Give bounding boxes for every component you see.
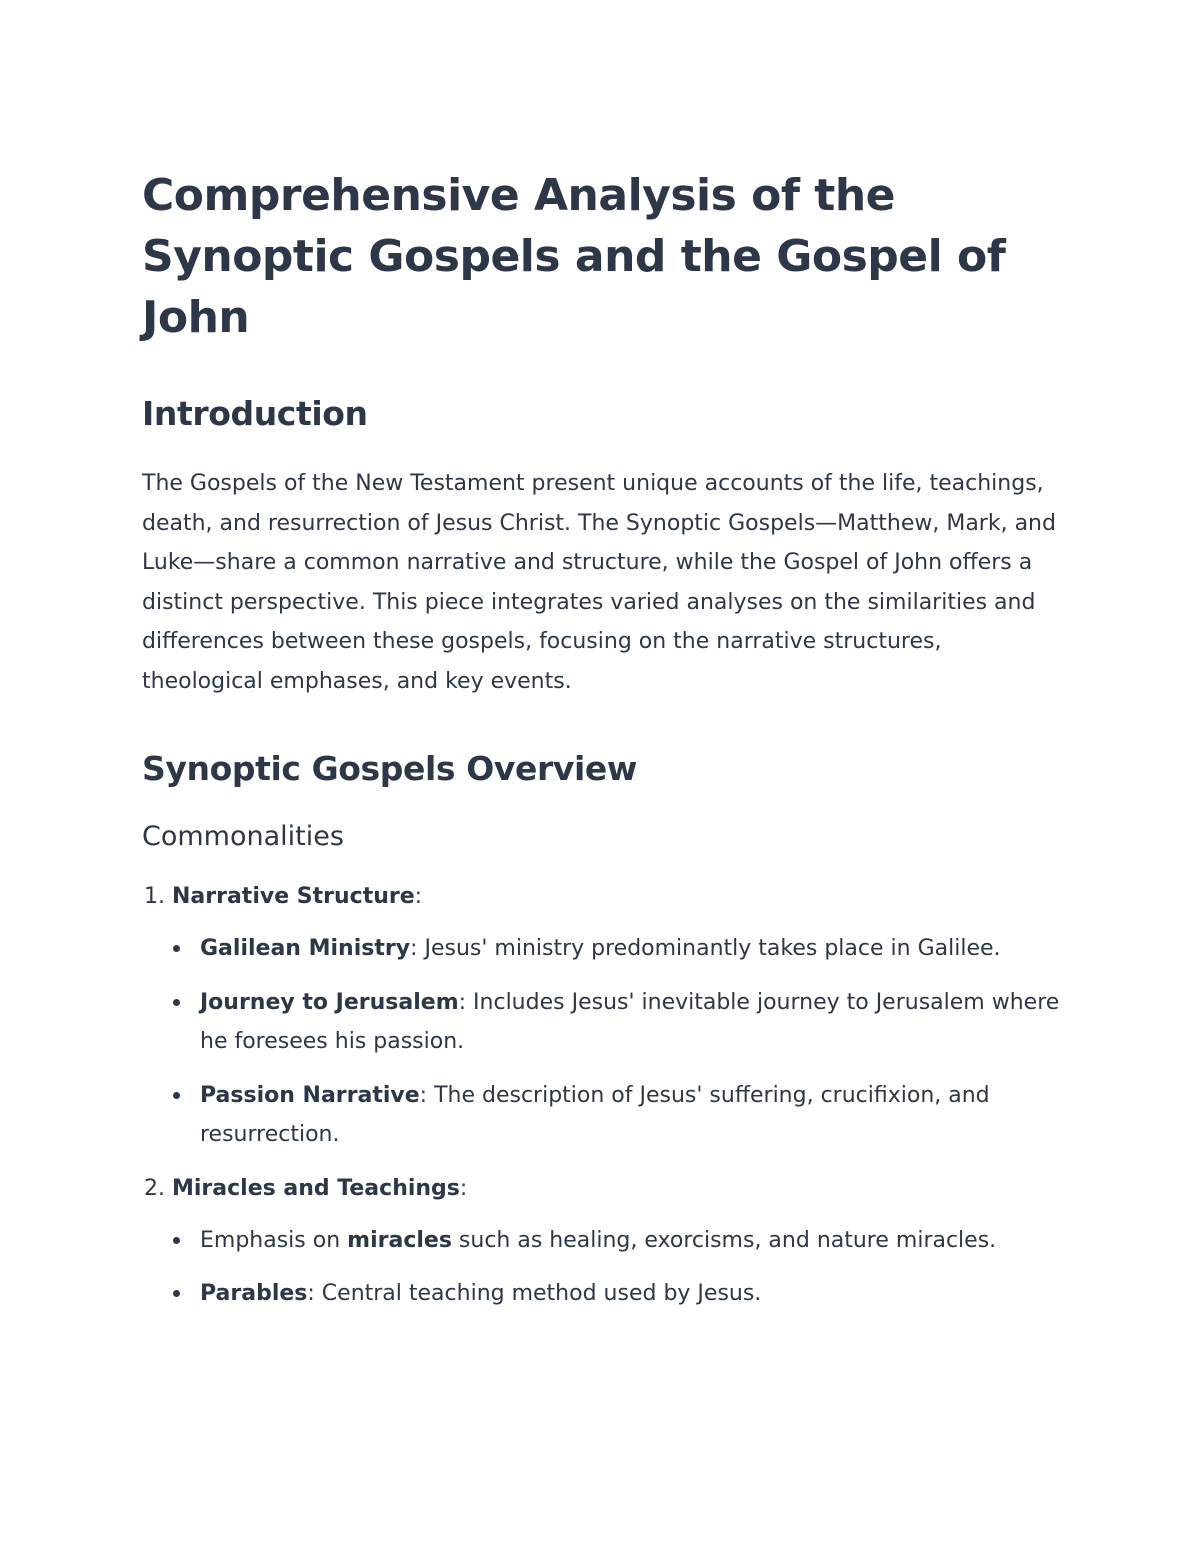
item-label: Miracles and Teachings: [172, 1175, 460, 1201]
document-title: [142, 165, 1062, 348]
bullet-term: Galilean Ministry: [200, 936, 411, 961]
bullet-text: such as healing, exorcisms, and nature miracles.: [451, 1227, 997, 1253]
bullet-text: : Includes Jesus' inevitable journey to Jerusalem where he foresees his passion.: [200, 989, 1060, 1054]
bullet-galilean-ministry: [142, 929, 1062, 969]
bullet-text: : Jesus' ministry predominantly takes place in Galilee.: [410, 936, 1001, 961]
commonalities-subheading: Commonalities: [142, 821, 344, 852]
item-suffix: :: [459, 1175, 468, 1201]
bullet-text: : The description of Jesus' suffering, crucifixion, and resurrection.: [200, 1082, 990, 1147]
item-suffix: :: [414, 884, 423, 909]
document-page: [142, 165, 1062, 1314]
item-label: Narrative Structure: [172, 884, 415, 909]
numbered-item-miracles-and-teachings: [142, 1169, 1062, 1208]
bullet-term: Passion Narrative: [200, 1082, 420, 1108]
title-line-1: Comprehensive Analysis of the: [142, 170, 896, 221]
bullet-passion-narrative: [142, 1076, 1062, 1155]
bullet-dot-icon: [173, 1290, 180, 1297]
introduction-heading: Introduction: [142, 394, 368, 433]
synoptic-overview-heading: Synoptic Gospels Overview: [142, 749, 637, 788]
bullet-dot-icon: [173, 999, 180, 1006]
bullet-text: : Central teaching method used by Jesus.: [307, 1281, 762, 1306]
item-number: 1.: [144, 884, 165, 909]
bullet-term: Journey to Jerusalem: [200, 989, 459, 1015]
numbered-item-narrative-structure: [142, 877, 1062, 916]
bullet-term: miracles: [347, 1227, 452, 1253]
bullet-dot-icon: [173, 945, 180, 952]
bullet-parables: [142, 1274, 1062, 1314]
title-line-3: John: [142, 292, 250, 343]
introduction-paragraph: The Gospels of the New Testament present unique accounts of the life, teachings, death, and resurrection of Jesus Christ. The Synoptic Gospels—Matthew, Mark, and Luke—share a common narrative and structure, while the Gospel of John offers a distinct perspective. This piece integrates varied analyses on the similarities and differences between these gospels, focusing on the narrative structures, theological emphases, and key events.: [142, 471, 1056, 694]
bullet-term: Parables: [200, 1281, 308, 1306]
bullet-journey-to-jerusalem: [142, 983, 1062, 1062]
bullet-dot-icon: [173, 1092, 180, 1099]
item-number: 2.: [144, 1175, 165, 1201]
bullet-dot-icon: [173, 1237, 180, 1244]
title-line-2: Synoptic Gospels and the Gospel of: [142, 231, 1006, 282]
bullet-pre-text: Emphasis on: [200, 1227, 348, 1253]
bullet-miracles: [142, 1221, 1062, 1261]
